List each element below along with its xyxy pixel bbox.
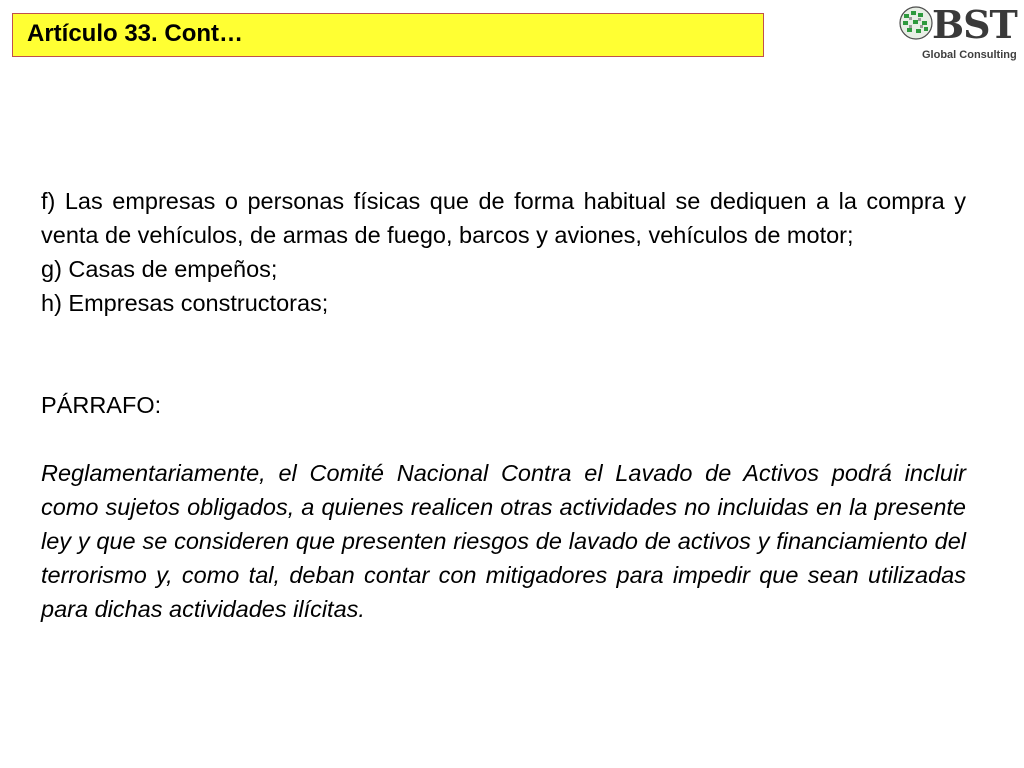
list-item-g: g) Casas de empeños; <box>41 256 278 282</box>
list-item-h: h) Empresas constructoras; <box>41 290 329 316</box>
logo-subtitle: Global Consulting <box>922 49 1017 61</box>
spacer <box>41 320 966 388</box>
logo-brand-text: BST <box>932 2 1017 47</box>
paragraph-heading: PÁRRAFO: <box>41 392 162 418</box>
slide-title: Artículo 33. Cont… <box>27 20 244 47</box>
list-item-f: f) Las empresas o personas físicas que de forma habitual se dediquen a la compra y venta de vehículos, de armas de fuego, barcos y aviones, vehículos de motor; <box>41 188 966 248</box>
title-banner <box>12 13 764 57</box>
slide-body <box>41 184 966 626</box>
globe-icon <box>898 5 934 41</box>
spacer <box>41 422 966 456</box>
company-logo <box>898 2 1022 67</box>
paragraph-body: Reglamentariamente, el Comité Nacional Contra el Lavado de Activos podrá incluir como sujetos obligados, a quienes realicen otras actividades no incluidas en la presente ley y que se consideren que presenten riesgos de lavado de activos y financiamiento del terrorismo y, como tal, deban contar con mitigadores para impedir que sean utilizadas para dichas actividades ilícitas. <box>41 460 966 622</box>
